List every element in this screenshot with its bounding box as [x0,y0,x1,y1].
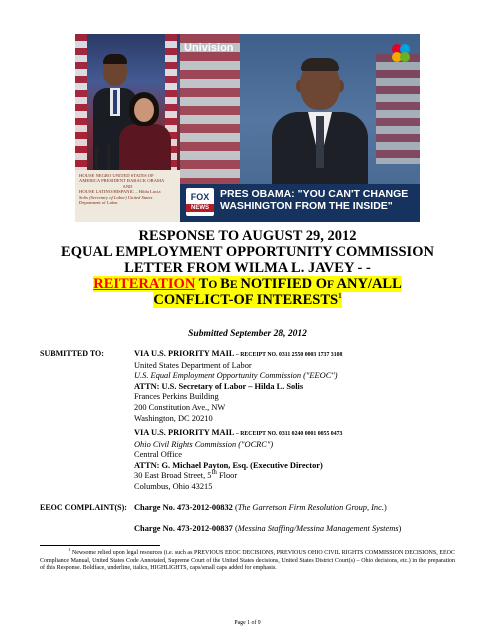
charge-party: Messina Staffing/Messina Management Systems [237,523,399,533]
flag-stripes [376,54,420,164]
caption-line: HOUSE LATINO/HISPANIC – Hilda Lucia [79,189,161,195]
charge-list [134,503,401,544]
charge-item: Charge No. 473-2012-00837 (Messina Staffing/Messina Management Systems) [134,523,402,533]
address-line: Central Office [134,450,182,460]
title-line-4 [0,276,495,293]
fox-logo-bottom: NEWS [186,204,214,212]
ordinal-suffix: th [211,468,217,477]
address-line: Frances Perkins Building [134,392,219,402]
headline-line: PRES OBAMA: "YOU CAN'T CHANGE [220,188,409,200]
flag-stripes [75,34,87,170]
photo-caption [75,170,180,222]
street-text: Floor [216,471,238,481]
title-fragment: O [208,279,221,291]
photo-obama-solis [75,34,180,170]
footnote-rule [40,545,160,546]
footnote-marker: 1 [68,547,71,552]
charge-number: Charge No. 473-2012-00837 [134,523,233,533]
title-line-3: LETTER FROM WILMA L. JAVEY - - [124,260,371,276]
microphone [95,146,98,170]
eeoc-complaints-label: EEOC COMPLAINT(S): [40,503,127,512]
receipt-number: – RECEIPT NO. 0311 2550 0003 1737 3108 [234,352,343,358]
title-fragment: CONFLICT-OF INTERESTS [153,292,339,308]
fox-logo-top: FOX [190,192,210,202]
submitted-to-label: SUBMITTED TO: [40,349,104,358]
address-line: Washington, DC 20210 [134,413,213,423]
charge-party: The Garretson Firm Resolution Group, Inc. [237,503,384,512]
title-fragment: NOTIFIED O [240,276,328,292]
caption-line: AMERICA PRESIDENT BARACK OBAMA [79,178,165,184]
headline-line: WASHINGTON FROM THE INSIDE" [220,200,393,212]
street-text: 30 East Broad Street, 5 [134,471,212,481]
news-headline [220,188,416,212]
receipt-number: – RECEIPT NO. 0311 0240 0001 0055 0473 [234,431,343,437]
mail-method [134,349,342,361]
agency-name: U.S. Equal Employment Opportunity Commission ("EEOC") [134,371,338,381]
footnote-marker: 1 [338,292,342,301]
reiteration-text: REITERATION [93,276,196,292]
agency-name: Ohio Civil Rights Commission ("OCRC") [134,439,274,449]
via-text: VIA U.S. PRIORITY MAIL [134,349,235,358]
footnote-text: Newsome relied upon legal resources (i.e. such as PREVIOUS EEOC DECISIONS, PREVIOUS OHIO CIVIL RIGHTS COMMISSION DECISIONS, EEOC Compliance Manual, United States Code Annotated, Supreme Court of the United States decisions, United States District Court(s) – Ohio decisions, etc.) in the preparation of this Response. Boldface, underline, italics, HIGHLIGHTS, caps/small caps added for emphasis. [40,550,455,572]
microphone [107,144,110,170]
address-line: United States Department of Labor [134,360,252,370]
caption-line: HOUSE NEGRO UNITED STATES OF [79,173,154,178]
title-fragment: T [195,276,209,292]
title-line-1: RESPONSE TO AUGUST 29, 2012 [138,228,357,244]
title-fragment: E [229,279,241,291]
address-line: Columbus, Ohio 43215 [134,481,213,491]
flag-stripes [180,34,240,184]
title-fragment: B [220,276,230,292]
figure-woman [119,92,171,170]
address-line: 200 Constitution Ave., NW [134,402,226,412]
title-line-2: EQUAL EMPLOYMENT OPPORTUNITY COMMISSION [61,244,434,260]
title-line-5 [0,292,495,308]
title-fragment: ANY/ALL [336,276,402,292]
recipient-2 [134,428,342,493]
highlighted-text [153,292,341,308]
address-line [134,468,342,482]
left-photo [75,34,180,222]
via-text: VIA U.S. PRIORITY MAIL [134,428,235,437]
recipient-1 [134,349,342,424]
mail-method [134,428,342,440]
page-number: Page 1 of 9 [234,620,261,626]
caption-line: Department of Labor [79,200,118,206]
attention-line: ATTN: U.S. Secretary of Labor – Hilda L. Solis [134,381,304,391]
fox-news-logo [186,188,214,216]
footnote [40,547,455,573]
right-photo [180,34,420,222]
caption-line: AND [122,183,133,189]
figure-speaker [272,60,368,190]
network-label: Univision [184,42,234,54]
title-fragment: F [327,279,337,291]
charge-number: Charge No. 473-2012-00832 [134,503,233,512]
highlighted-text [93,276,402,292]
submitted-date: Submitted September 28, 2012 [188,329,307,339]
univision-logo-icon [390,42,412,64]
news-lower-third [180,184,420,222]
attention-line: ATTN: G. Michael Payton, Esq. (Executive Director) [134,460,323,470]
caption-line: Solis (Secretary of Labor) United States [79,194,153,200]
charge-item: Charge No. 473-2012-00832 (The Garretson Firm Resolution Group, Inc.) [134,503,387,512]
